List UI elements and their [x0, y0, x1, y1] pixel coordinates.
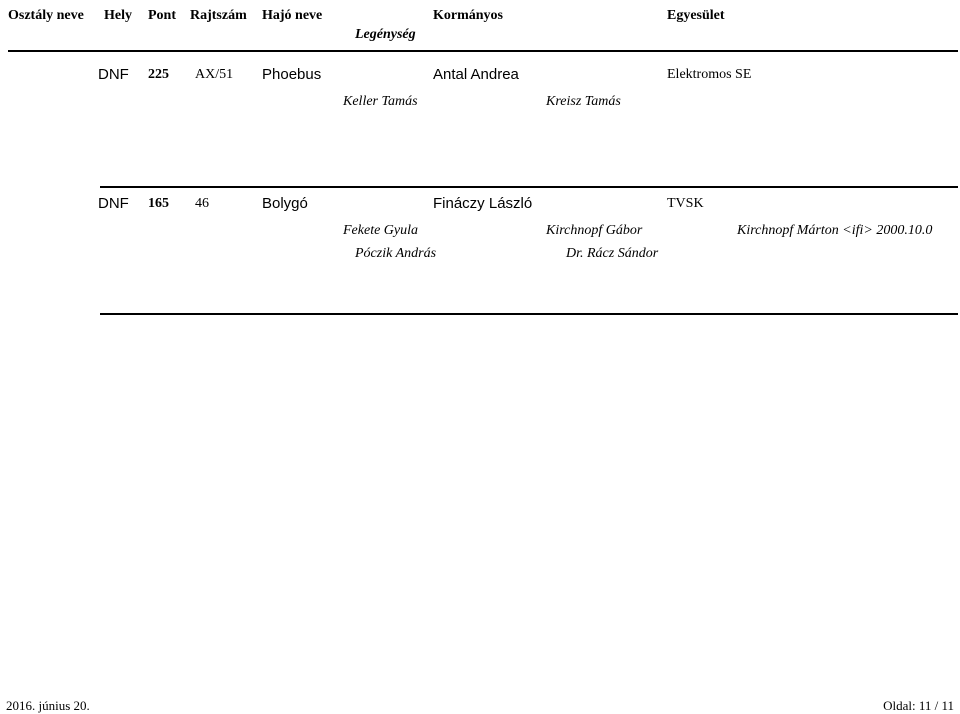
entry-place: DNF	[98, 195, 129, 212]
entry-sail-no: 46	[195, 196, 209, 211]
entry-helmsman: Fináczy László	[433, 195, 533, 212]
header-club: Egyesület	[667, 8, 725, 23]
header-place: Hely	[104, 8, 132, 23]
row-divider	[100, 186, 958, 188]
header-helmsman: Kormányos	[433, 8, 503, 23]
header-points: Pont	[148, 8, 176, 23]
entry-boat: Phoebus	[262, 66, 322, 83]
entry-club: TVSK	[667, 196, 704, 211]
entry-helmsman: Antal Andrea	[433, 66, 519, 83]
print-date: 2016. június 20.	[6, 698, 90, 713]
row-divider	[100, 313, 958, 315]
entry-sail-no: AX/51	[195, 67, 234, 82]
page-number: Oldal: 11 / 11	[883, 698, 954, 713]
header-sail-no: Rajtszám	[190, 8, 247, 23]
crew-member: Kirchnopf Gábor	[546, 223, 643, 238]
crew-member: Keller Tamás	[343, 94, 418, 109]
entry-place: DNF	[98, 66, 129, 83]
entry-boat: Bolygó	[262, 195, 308, 212]
crew-member: Kirchnopf Márton <ifi> 2000.10.0	[737, 223, 933, 238]
header-crew: Legénység	[355, 27, 416, 42]
header-class: Osztály neve	[8, 8, 84, 23]
header-divider	[8, 50, 958, 52]
crew-member: Fekete Gyula	[343, 223, 419, 238]
crew-member: Dr. Rácz Sándor	[566, 246, 659, 261]
entry-points: 165	[148, 196, 169, 211]
entry-points: 225	[148, 67, 169, 82]
entry-club: Elektromos SE	[667, 67, 752, 82]
header-boat: Hajó neve	[262, 8, 323, 23]
crew-member: Kreisz Tamás	[546, 94, 621, 109]
crew-member: Póczik András	[355, 246, 437, 261]
